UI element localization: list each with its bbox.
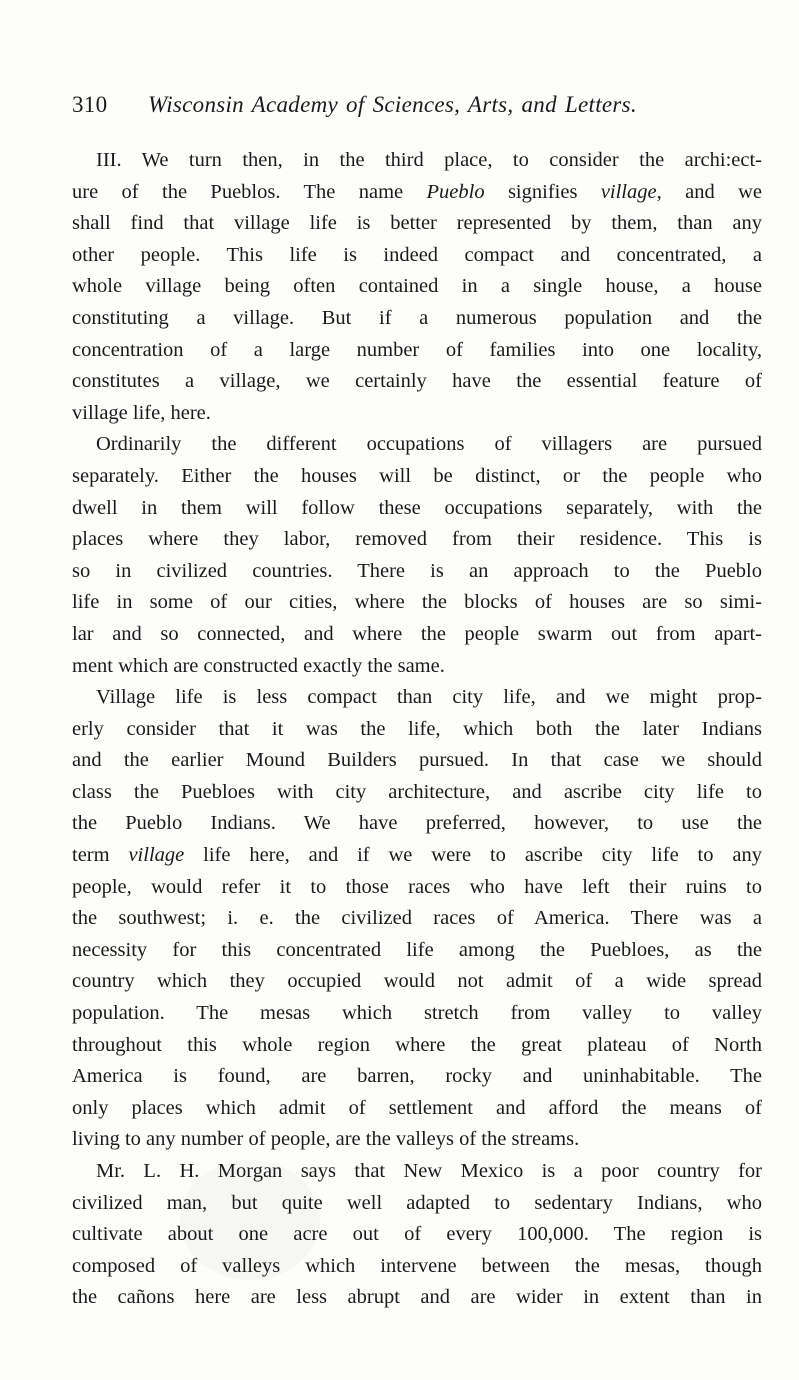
text-line: living to any number of people, are the valleys of the streams. [72,1128,580,1151]
text-line: people, would refer it to those races who have left their ruins to [72,875,762,898]
text-line: constituting a village. But if a numerous population and the [72,306,762,329]
text-line: population. The mesas which stretch from valley to valley [72,1002,762,1025]
text-line: constitutes a village, we certainly have the essential feature of [72,370,762,393]
paragraph [72,429,762,682]
paragraph [72,145,762,429]
text-line: term village life here, and if we were to ascribe city life to any [72,844,762,867]
text-line: erly consider that it was the life, which both the later Indians [72,717,762,740]
text-line: America is found, are barren, rocky and uninhabitable. The [72,1065,762,1088]
text-line: lar and so connected, and where the people swarm out from apart- [72,622,762,645]
text-line: the Pueblo Indians. We have preferred, however, to use the [72,812,762,835]
text-line: the cañons here are less abrupt and are wider in extent than in [72,1286,762,1309]
text-line: life in some of our cities, where the blocks of houses are so simi- [72,591,762,614]
body-text [72,145,762,1314]
text-line: ment which are constructed exactly the same. [72,654,445,677]
paragraph [72,682,762,1156]
page-header [72,88,762,122]
text-line: places where they labor, removed from their residence. This is [72,528,762,551]
text-line: civilized man, but quite well adapted to sedentary Indians, who [72,1191,762,1214]
text-line: Mr. L. H. Morgan says that New Mexico is a poor country for [96,1160,762,1182]
paragraph [72,1156,762,1314]
text-line: necessity for this concentrated life among the Puebloes, as the [72,938,762,961]
text-line: shall find that village life is better represented by them, than any [72,212,762,235]
text-line: throughout this whole region where the great plateau of North [72,1033,762,1056]
text-line: class the Puebloes with city architecture, and ascribe city life to [72,780,762,803]
page-number: 310 [72,92,108,117]
text-line: concentration of a large number of families into one locality, [72,338,762,361]
text-line: other people. This life is indeed compact and concentrated, a [72,243,762,266]
text-line: country which they occupied would not admit of a wide spread [72,970,762,993]
text-line: the southwest; i. e. the civilized races of America. There was a [72,907,762,930]
running-head: Wisconsin Academy of Sciences, Arts, and Letters. [148,92,637,117]
text-line: dwell in them will follow these occupations separately, with the [72,496,762,519]
text-line: III. We turn then, in the third place, to consider the archi:ect- [96,149,762,171]
text-line: cultivate about one acre out of every 100,000. The region is [72,1223,762,1246]
text-line: Village life is less compact than city life, and we might prop- [96,686,762,709]
text-line: village life, here. [72,401,211,424]
text-line: so in civilized countries. There is an approach to the Pueblo [72,559,762,582]
text-line: whole village being often contained in a single house, a house [72,275,762,298]
text-line: and the earlier Mound Builders pursued. In that case we should [72,749,762,772]
text-line: composed of valleys which intervene between the mesas, though [72,1254,762,1277]
text-line: only places which admit of settlement and afford the means of [72,1096,762,1119]
text-line: ure of the Pueblos. The name Pueblo signifies village, and we [72,180,762,203]
text-line: separately. Either the houses will be distinct, or the people who [72,464,762,487]
text-line: Ordinarily the different occupations of villagers are pursued [96,433,762,456]
